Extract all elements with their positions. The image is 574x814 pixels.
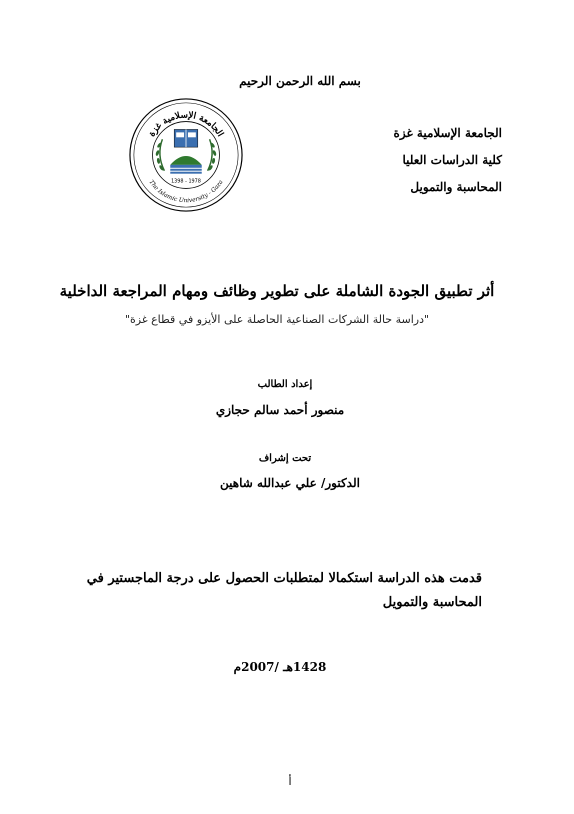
seal-dates: 1398 - 1978 <box>171 178 201 185</box>
university-seal-icon <box>127 96 245 214</box>
seal-english-text: The Islamic University - Gaza <box>147 179 225 205</box>
institution-block <box>362 120 502 201</box>
author-name: منصور أحمد سالم حجازي <box>215 403 345 417</box>
department-name: المحاسبة والتمويل <box>410 180 502 194</box>
author-label: إعداد الطالب <box>257 379 313 390</box>
university-name: الجامعة الإسلامية غزة <box>393 126 502 140</box>
basmala: بسم الله الرحمن الرحيم <box>239 74 361 88</box>
supervisor-label: تحت إشراف <box>258 453 312 464</box>
date: 1428هـ /2007م <box>233 660 327 674</box>
page-number: أ <box>288 775 292 788</box>
college-name: كلية الدراسات العليا <box>402 153 502 167</box>
seal-arabic-text: الجامعة الإسلامية غزة <box>147 110 225 139</box>
supervisor-name: الدكتور/ علي عبدالله شاهين <box>220 476 360 490</box>
thesis-title: أثر تطبيق الجودة الشاملة على تطوير وظائف ومهام المراجعة الداخلية <box>59 282 495 300</box>
thesis-subtitle: "دراسة حالة الشركات الصناعية الحاصلة على الأيزو في قطاع غزة" <box>124 313 430 326</box>
degree-statement: قدمت هذه الدراسة استكمالا لمتطلبات الحصول على درجة الماجستير في المحاسبة والتمويل <box>86 571 482 610</box>
